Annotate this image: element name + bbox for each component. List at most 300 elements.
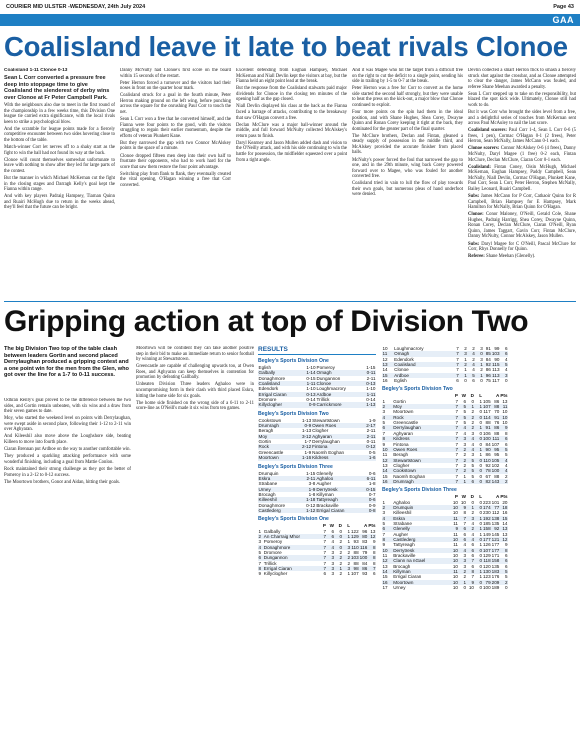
stat-cell: 9 xyxy=(459,505,467,510)
home-score: 1-14 xyxy=(301,370,316,375)
stat-cell: 5 xyxy=(463,420,466,426)
result-row xyxy=(258,508,376,513)
position: 1 xyxy=(258,528,262,534)
stat-cell: 2 xyxy=(339,539,342,545)
stat-cell: 86 xyxy=(491,425,500,430)
home-team: Donaghmore xyxy=(258,502,286,508)
team-name: Clonoe xyxy=(394,367,409,373)
stat-cell: 2 xyxy=(347,549,350,555)
stat-cell: 12 xyxy=(500,537,508,542)
away-score: 1-13 xyxy=(361,402,376,407)
away-score: 0-6 xyxy=(360,497,376,502)
team-name: Drumquin xyxy=(393,505,451,510)
stat-cell: 3 xyxy=(459,436,467,441)
league-table-div1 xyxy=(258,523,376,576)
stat-cell: 85 xyxy=(483,351,491,356)
story2-col-c xyxy=(136,346,254,733)
stat-cell: 4 xyxy=(467,537,475,542)
stat-cell: 3 xyxy=(331,549,334,555)
stat-cell: 15 xyxy=(500,516,508,521)
stat-cell: 118 xyxy=(483,558,491,564)
stat-cell: 7 xyxy=(455,398,458,404)
stat-cell: 88 xyxy=(491,404,500,409)
stat-cell: 1 xyxy=(475,447,483,452)
col-header: A xyxy=(496,393,500,399)
stat-cell: 92 xyxy=(485,462,491,468)
away-team: Pomeroy xyxy=(316,365,335,370)
stat-cell: 6 xyxy=(504,346,508,351)
stat-cell: 4 xyxy=(331,539,334,545)
stat-cell: 116 xyxy=(360,544,368,550)
stat-cell: 3 xyxy=(327,566,335,571)
stat-cell: 1 xyxy=(343,534,351,539)
stat-cell: 4 xyxy=(471,441,474,447)
section-label: GAA xyxy=(552,15,574,25)
stat-cell: 110 xyxy=(483,457,491,463)
team-line xyxy=(468,194,576,211)
position: 10 xyxy=(382,548,393,553)
position: 16 xyxy=(382,378,388,384)
position: 14 xyxy=(382,569,393,574)
stat-cell: 4 xyxy=(504,367,508,373)
stat-cell: 8 xyxy=(504,430,508,436)
stat-cell: 10 xyxy=(451,580,459,585)
stat-cell: 6 xyxy=(471,542,474,548)
stat-cell: 103 xyxy=(491,351,500,357)
home-score: 1-16 xyxy=(296,455,311,460)
team-name: Dungannon xyxy=(263,555,318,560)
stat-cell: 4 xyxy=(472,367,475,373)
home-team: Drumquin xyxy=(258,470,279,476)
position: 13 xyxy=(382,362,394,367)
home-team: Moy xyxy=(258,434,296,439)
away-team: Tattyreagh xyxy=(316,497,361,502)
story1-col3 xyxy=(236,68,347,300)
stat-cell: 158 xyxy=(491,558,500,564)
paragraph: With the neighbours also due to meet in the first round of the championship in a few weeks time, this Division One league tie carried extra significance, with the local rivals keen to strike a psychological blow. xyxy=(4,103,115,125)
paragraph: Four more points on the spin had them in the ideal position, and with Shane Hughes, Shea Corey, Dwayne Quinn and Ronan Corey keeping it tight at the back, they dominated for the greater part of the final quarter. xyxy=(352,110,463,132)
stat-cell: 10 xyxy=(452,563,458,569)
stat-cell: 3 xyxy=(331,571,334,577)
stat-cell: 5 xyxy=(471,473,474,479)
stat-cell: 18 xyxy=(500,505,508,510)
paragraph: Rock maintained their strong challenge as they got the better of Pomeroy in a 2-12 to 0-12 success. xyxy=(4,466,131,478)
stat-cell: 7 xyxy=(455,452,458,458)
stat-cell: 107 xyxy=(491,441,500,447)
stat-cell: 95 xyxy=(494,452,500,458)
stat-cell: 4 xyxy=(467,447,475,452)
col-header: L xyxy=(347,523,350,529)
stat-cell: 1 xyxy=(475,569,483,574)
stat-cell: 7 xyxy=(451,458,459,463)
away-team: Trillick xyxy=(316,397,330,403)
stat-cell: 1 xyxy=(479,398,482,404)
stat-cell: 113 xyxy=(492,372,500,378)
stat-cell: 7 xyxy=(451,404,459,409)
position: 1 xyxy=(382,398,386,404)
stat-cell: 0 xyxy=(475,505,483,510)
result-row xyxy=(258,402,376,407)
col-header: P xyxy=(454,393,458,399)
stat-cell: 107 xyxy=(483,547,491,553)
stat-cell: 2 xyxy=(500,580,508,585)
stat-cell: 0 xyxy=(479,520,482,526)
stat-cell: 5 xyxy=(463,409,466,415)
stat-cell: 6 xyxy=(500,351,508,356)
stat-cell: 10 xyxy=(502,409,508,415)
home-score: 0-9 xyxy=(301,402,316,407)
stat-cell: 3 xyxy=(471,452,474,458)
story1-lead: Sean L Corr converted a pressure free deep into stoppage time to give Coalisland the slenderest of derby wins over Clonoe at Fr Peter Campbell Park. xyxy=(4,75,110,101)
home-team: Greencastle xyxy=(258,449,284,455)
stat-cell: 86 xyxy=(485,452,491,458)
section-title: Begley's Sports Division Two xyxy=(258,410,329,417)
stat-cell: 7 xyxy=(451,425,459,430)
score-line: Coalisland 1-11 Clonoe 0-13 xyxy=(4,68,68,73)
home-team: Coalisland xyxy=(258,381,301,386)
stat-cell: 86 xyxy=(485,367,491,373)
position: 12 xyxy=(382,558,393,563)
stat-cell: 3 xyxy=(459,351,467,356)
stat-cell: 5 xyxy=(500,447,508,452)
stat-cell: 6 xyxy=(471,563,474,569)
paragraph: Ciaran Brennan put Ardboe on the way to another comfortable win. xyxy=(4,447,131,453)
stat-cell: 8 xyxy=(372,560,376,566)
stat-cell: 6 xyxy=(331,528,334,534)
position: 6 xyxy=(382,526,393,531)
stat-cell: 6 xyxy=(504,441,508,447)
stat-cell: 4 xyxy=(467,436,475,441)
section-title: Begley's Sports Division One xyxy=(258,358,329,364)
stat-cell: 10 xyxy=(502,420,508,426)
paragraph: Declan McClure was a major ball-winner around the middle, and full forward McNulty collected McAlskey's return pass to finish. xyxy=(236,122,347,139)
stat-cell: 100 xyxy=(483,585,491,591)
paragraph: Sean L Corr won a free that he converted himself, and the Fianna were four points to the good, with the visitors struggling to regain their earlier momentum, despite the efforts of veteran Plunkett Kane. xyxy=(120,117,231,139)
team-name: Aghyaran xyxy=(393,430,413,436)
stat-cell: 5 xyxy=(504,452,508,458)
home-score: 2-11 xyxy=(300,476,316,481)
position: 11 xyxy=(382,553,388,559)
home-score: 3-8 xyxy=(308,481,316,487)
stat-cell: 2 xyxy=(459,468,467,473)
team-name: Coalisland xyxy=(394,362,452,367)
stat-cell: 105 xyxy=(483,398,491,404)
stat-cell: 1 xyxy=(347,571,350,577)
position: 4 xyxy=(258,545,263,550)
results-title: RESULTS xyxy=(258,346,376,355)
paragraph: Daryl Kearney and Jason Mullen added dash and vision to the O'Neilly attack, and with his side continuing to win the battle for possession, the midfielder squeezed over a point from a tight angle. xyxy=(236,140,347,163)
team-line xyxy=(468,254,576,260)
stat-cell: 11 xyxy=(451,516,459,521)
stat-cell: 100 xyxy=(483,436,491,442)
team-line xyxy=(468,242,576,253)
home-score: 0-14 xyxy=(306,397,316,403)
stat-cell: 1 xyxy=(479,542,482,548)
team-text: Connor McAlskey 0-6 (4 frees), Danny McNulty, Daryl Magee (1 free) 0-2 each, Fintan McClure, Declan McClure, Ciaran Corr 0-1 each. xyxy=(468,146,576,163)
stat-cell: 11 xyxy=(451,569,459,574)
stat-cell: 10 xyxy=(452,574,458,580)
position: 2 xyxy=(382,404,393,409)
stat-cell: 192 xyxy=(483,515,491,521)
stat-cell: 7 xyxy=(319,545,327,550)
home-team: Gortin xyxy=(258,439,272,445)
stat-cell: 102 xyxy=(491,462,500,468)
stat-cell: 7 xyxy=(459,516,467,521)
stat-cell: 7 xyxy=(455,409,458,415)
stat-cell: 7 xyxy=(319,534,327,539)
away-score: 0-11 xyxy=(366,439,376,445)
team-name: Brackaville xyxy=(393,553,416,559)
position: 13 xyxy=(382,462,388,468)
position: 15 xyxy=(382,574,388,580)
team-name: Killyman xyxy=(393,569,451,574)
stat-cell: 4 xyxy=(471,531,474,537)
stat-cell: 6 xyxy=(504,553,508,559)
stat-cell: 209 xyxy=(491,579,500,585)
home-team: Donaghmore xyxy=(258,375,286,381)
stat-cell: 2 xyxy=(463,452,466,458)
stat-cell: 106 xyxy=(483,430,491,436)
stat-cell: 11 xyxy=(453,531,458,537)
position: 11 xyxy=(382,452,388,458)
team-name: Beragh xyxy=(393,452,409,458)
paragraph: Moortown will be confident they can take another positive step in their bid to make an immediate return to senior football by winning at Stewartstown. xyxy=(136,346,254,363)
stat-cell: 20 xyxy=(502,499,508,505)
home-score: 1-9 xyxy=(300,487,316,492)
stat-cell: 0 xyxy=(480,378,483,384)
stat-cell: 9 xyxy=(372,539,376,545)
stat-cell: 4 xyxy=(500,458,508,463)
team-line xyxy=(468,165,576,193)
home-team: Killyclogher xyxy=(258,402,301,407)
stat-cell: 84 xyxy=(362,560,368,566)
stat-cell: 1 xyxy=(335,566,343,571)
away-team: Owen Roes xyxy=(312,423,361,428)
position: 16 xyxy=(382,479,393,484)
paragraph: Unbeaten Division Three leaders Aghaloo were in uncompromising form in their clash with third placed Eskra, hitting the home side for six goals. xyxy=(136,382,254,399)
team-label: Clonoe scorers: xyxy=(468,146,500,152)
stat-cell: 1 xyxy=(464,356,467,362)
stat-cell: 2 xyxy=(459,569,467,574)
team-name: Galbally xyxy=(263,528,281,534)
stat-cell: 7 xyxy=(451,362,459,367)
stat-cell: 1 xyxy=(467,505,475,510)
team-name: Eskra xyxy=(393,516,451,521)
stat-cell: 113 xyxy=(492,367,500,373)
stat-cell: 86 xyxy=(494,398,500,404)
stat-cell: 79 xyxy=(483,580,492,585)
stat-cell: 5 xyxy=(467,458,475,463)
stat-cell: 1 xyxy=(479,574,482,580)
stat-cell: 2 xyxy=(471,420,474,426)
story1-col4 xyxy=(352,68,463,300)
team-name: Brocagh xyxy=(393,563,411,569)
team-line xyxy=(468,146,576,163)
team-label: Subs: xyxy=(468,241,480,247)
stat-cell: 1 xyxy=(459,580,467,585)
stat-cell: 6 xyxy=(463,398,466,404)
stat-cell: 83 xyxy=(362,539,368,545)
stat-cell: 9 xyxy=(467,580,475,585)
col-header: P xyxy=(322,523,326,529)
paragraph: Greencastle are capable of challenging upwards too, at Owen Roes, and Aghyaran can keep themselves in contention for promotion by defeating Gallbally. xyxy=(136,364,254,381)
team-name: Clogher xyxy=(393,462,410,468)
paragraph: Peter Herron forced a turnover and the visitors had their noses in front on the quarter hour mark. xyxy=(120,80,231,92)
stat-cell: 7 xyxy=(455,420,458,426)
away-team: Kildress xyxy=(312,455,361,460)
paragraph: McNulty's power forced the foul that narrowed the gap to one, and in the 29th minute, wing back Corey powered forward over to Magee, who was fouled for another converted free. xyxy=(352,157,463,180)
stat-cell: 2 xyxy=(339,571,342,577)
stat-cell: 122 xyxy=(351,528,359,534)
stat-cell: 1 xyxy=(467,404,475,409)
position: 7 xyxy=(382,430,386,436)
stat-cell: 0 xyxy=(335,545,343,550)
results-panel xyxy=(258,346,376,577)
stat-cell: 3 xyxy=(471,430,474,436)
stat-cell: 7 xyxy=(451,373,459,378)
team-name: Errigal Ciaran xyxy=(393,574,422,580)
stat-cell: 110 xyxy=(351,544,359,550)
home-score: 1-9 xyxy=(304,449,312,455)
stat-cell: 2 xyxy=(467,425,475,430)
stat-cell: 1 xyxy=(475,362,483,367)
team-name: Glenelly xyxy=(393,526,451,531)
stat-cell: 0 xyxy=(479,462,482,468)
stat-cell: 6 xyxy=(323,571,326,577)
home-score: 1-8 xyxy=(308,491,316,497)
stat-cell: 0 xyxy=(479,409,482,415)
stat-cell: 11 xyxy=(453,520,458,526)
stat-cell: 88 xyxy=(494,430,500,436)
away-score: 2-17 xyxy=(361,423,376,428)
team-name: Edendork xyxy=(394,356,414,362)
team-name: Castlederg xyxy=(393,537,451,542)
position: 7 xyxy=(258,560,262,566)
team-name: Trillick xyxy=(263,560,277,566)
stat-cell: 1 xyxy=(475,526,483,531)
stat-cell: 2 xyxy=(504,473,508,479)
stat-cell: 0 xyxy=(464,378,467,384)
stat-cell: 3 xyxy=(480,356,483,362)
position: 4 xyxy=(382,415,393,420)
position: 1 xyxy=(382,499,386,505)
col-header: D xyxy=(470,393,474,399)
position: 11 xyxy=(382,351,394,356)
stat-cell: 177 xyxy=(491,547,500,553)
league-table-div3 xyxy=(382,494,508,590)
away-score: 0-15 xyxy=(360,487,376,492)
team-text: Shane Meehan (Glenelly). xyxy=(486,254,536,260)
stat-cell: 177 xyxy=(483,537,491,542)
position: 4 xyxy=(382,516,393,521)
stat-cell: 91 xyxy=(491,415,500,420)
stat-cell: 0 xyxy=(475,558,483,563)
section-band xyxy=(0,14,580,26)
home-team: Galbally xyxy=(258,370,301,375)
results-div2 xyxy=(258,418,376,461)
stat-cell: 100 xyxy=(359,555,368,561)
stat-cell: 14 xyxy=(502,520,508,526)
story2-intro: The big Division Two top of the table clash between leaders Gortin and second placed Derrylaughan produced a gripping contest and a one point win for the men from the Glen, who got over the line for a 1-7 to 0-11 success. xyxy=(4,346,129,378)
col-header: A xyxy=(496,494,500,500)
paragraph: Excellent defending from Eoghan Hampsey, Michael McKernan and Niall Devlin kept the visitors at bay, but the Fianna held an eight point lead at the break. xyxy=(236,68,347,85)
away-score: 0-9 xyxy=(368,502,376,508)
stat-cell: 99 xyxy=(494,346,500,351)
away-score: 2-11 xyxy=(361,434,376,439)
stat-cell: 84 xyxy=(485,356,491,362)
stat-cell: 7 xyxy=(451,415,459,420)
table-row xyxy=(382,585,508,590)
stat-cell: 6 xyxy=(372,571,376,577)
stat-cell: 1 xyxy=(475,516,483,521)
stat-cell: 3 xyxy=(343,566,351,571)
team-name: Augher xyxy=(393,531,409,537)
stat-cell: 98 xyxy=(351,566,360,571)
stat-cell: 77 xyxy=(491,505,500,510)
stat-cell: 4 xyxy=(463,542,466,548)
stat-cell: 2 xyxy=(343,555,351,560)
stat-cell: 145 xyxy=(491,531,500,537)
stat-cell: 7 xyxy=(323,539,326,545)
stat-cell: 4 xyxy=(467,362,475,367)
paragraph: Moy, who started the weekend level on points with Derrylaughan, were swept aside in second place, following their 1-12 to 2-11 win over Aghyaran. xyxy=(4,416,131,433)
result-row xyxy=(258,455,376,460)
team-label: Subs: xyxy=(468,194,480,200)
home-team: Dromore xyxy=(258,397,277,403)
team-name: Kildress xyxy=(393,436,451,441)
stat-cell: 123 xyxy=(483,574,491,580)
stat-cell: 5 xyxy=(471,462,474,468)
stat-cell: 6 xyxy=(467,548,475,553)
away-team: Brackaville xyxy=(316,502,339,508)
stat-cell: 4 xyxy=(467,351,475,356)
stat-cell: 5 xyxy=(500,569,508,574)
paragraph: But they narrowed the gap with two Connor McAlskey points in the space of a minute. xyxy=(120,140,231,152)
stat-cell: 2 xyxy=(459,362,467,367)
stat-cell: 174 xyxy=(483,504,491,510)
stat-cell: 10 xyxy=(452,499,458,505)
position: 12 xyxy=(382,458,393,463)
stat-cell: 1 xyxy=(463,473,466,479)
stat-cell: 0 xyxy=(475,458,483,463)
section-title: Begley's Sports Division Three xyxy=(382,487,457,494)
stat-cell: 138 xyxy=(491,515,500,521)
position: 10 xyxy=(382,447,393,452)
col-header: Pts xyxy=(500,494,508,500)
team-text: Daryl Magee for C O'Neill, Pascal McClure for Corr, Rhys Donnelly for Quinn. xyxy=(468,241,576,253)
story2-headline: Gripping action at top of Division Two xyxy=(4,305,529,338)
stat-cell: 0 xyxy=(475,548,483,553)
team-name: Owen Roes xyxy=(393,447,451,452)
position: 3 xyxy=(382,409,386,415)
stat-cell: 6 xyxy=(327,534,335,539)
story1-col1 xyxy=(4,68,115,300)
stat-cell: 2 xyxy=(463,574,466,580)
stat-cell: 2 xyxy=(472,346,475,351)
team-label: Coalisland: xyxy=(468,164,491,170)
stat-cell: 6 xyxy=(471,553,474,559)
stat-cell: 0 xyxy=(479,510,482,516)
away-team: Aghyaran xyxy=(312,434,361,439)
away-score: 0-6 xyxy=(368,470,376,476)
stat-cell: 3 xyxy=(343,545,351,550)
away-team: Dungannon xyxy=(316,375,341,381)
paragraph: Clonoe will count themselves somewhat unfortunate to leave with nothing to show after they led for large parts of the contest. xyxy=(4,157,115,174)
col-header: Pts xyxy=(500,393,508,399)
stat-cell: 7 xyxy=(323,528,326,534)
stat-cell: 0 xyxy=(475,479,483,484)
stat-cell: 10 xyxy=(452,553,458,559)
